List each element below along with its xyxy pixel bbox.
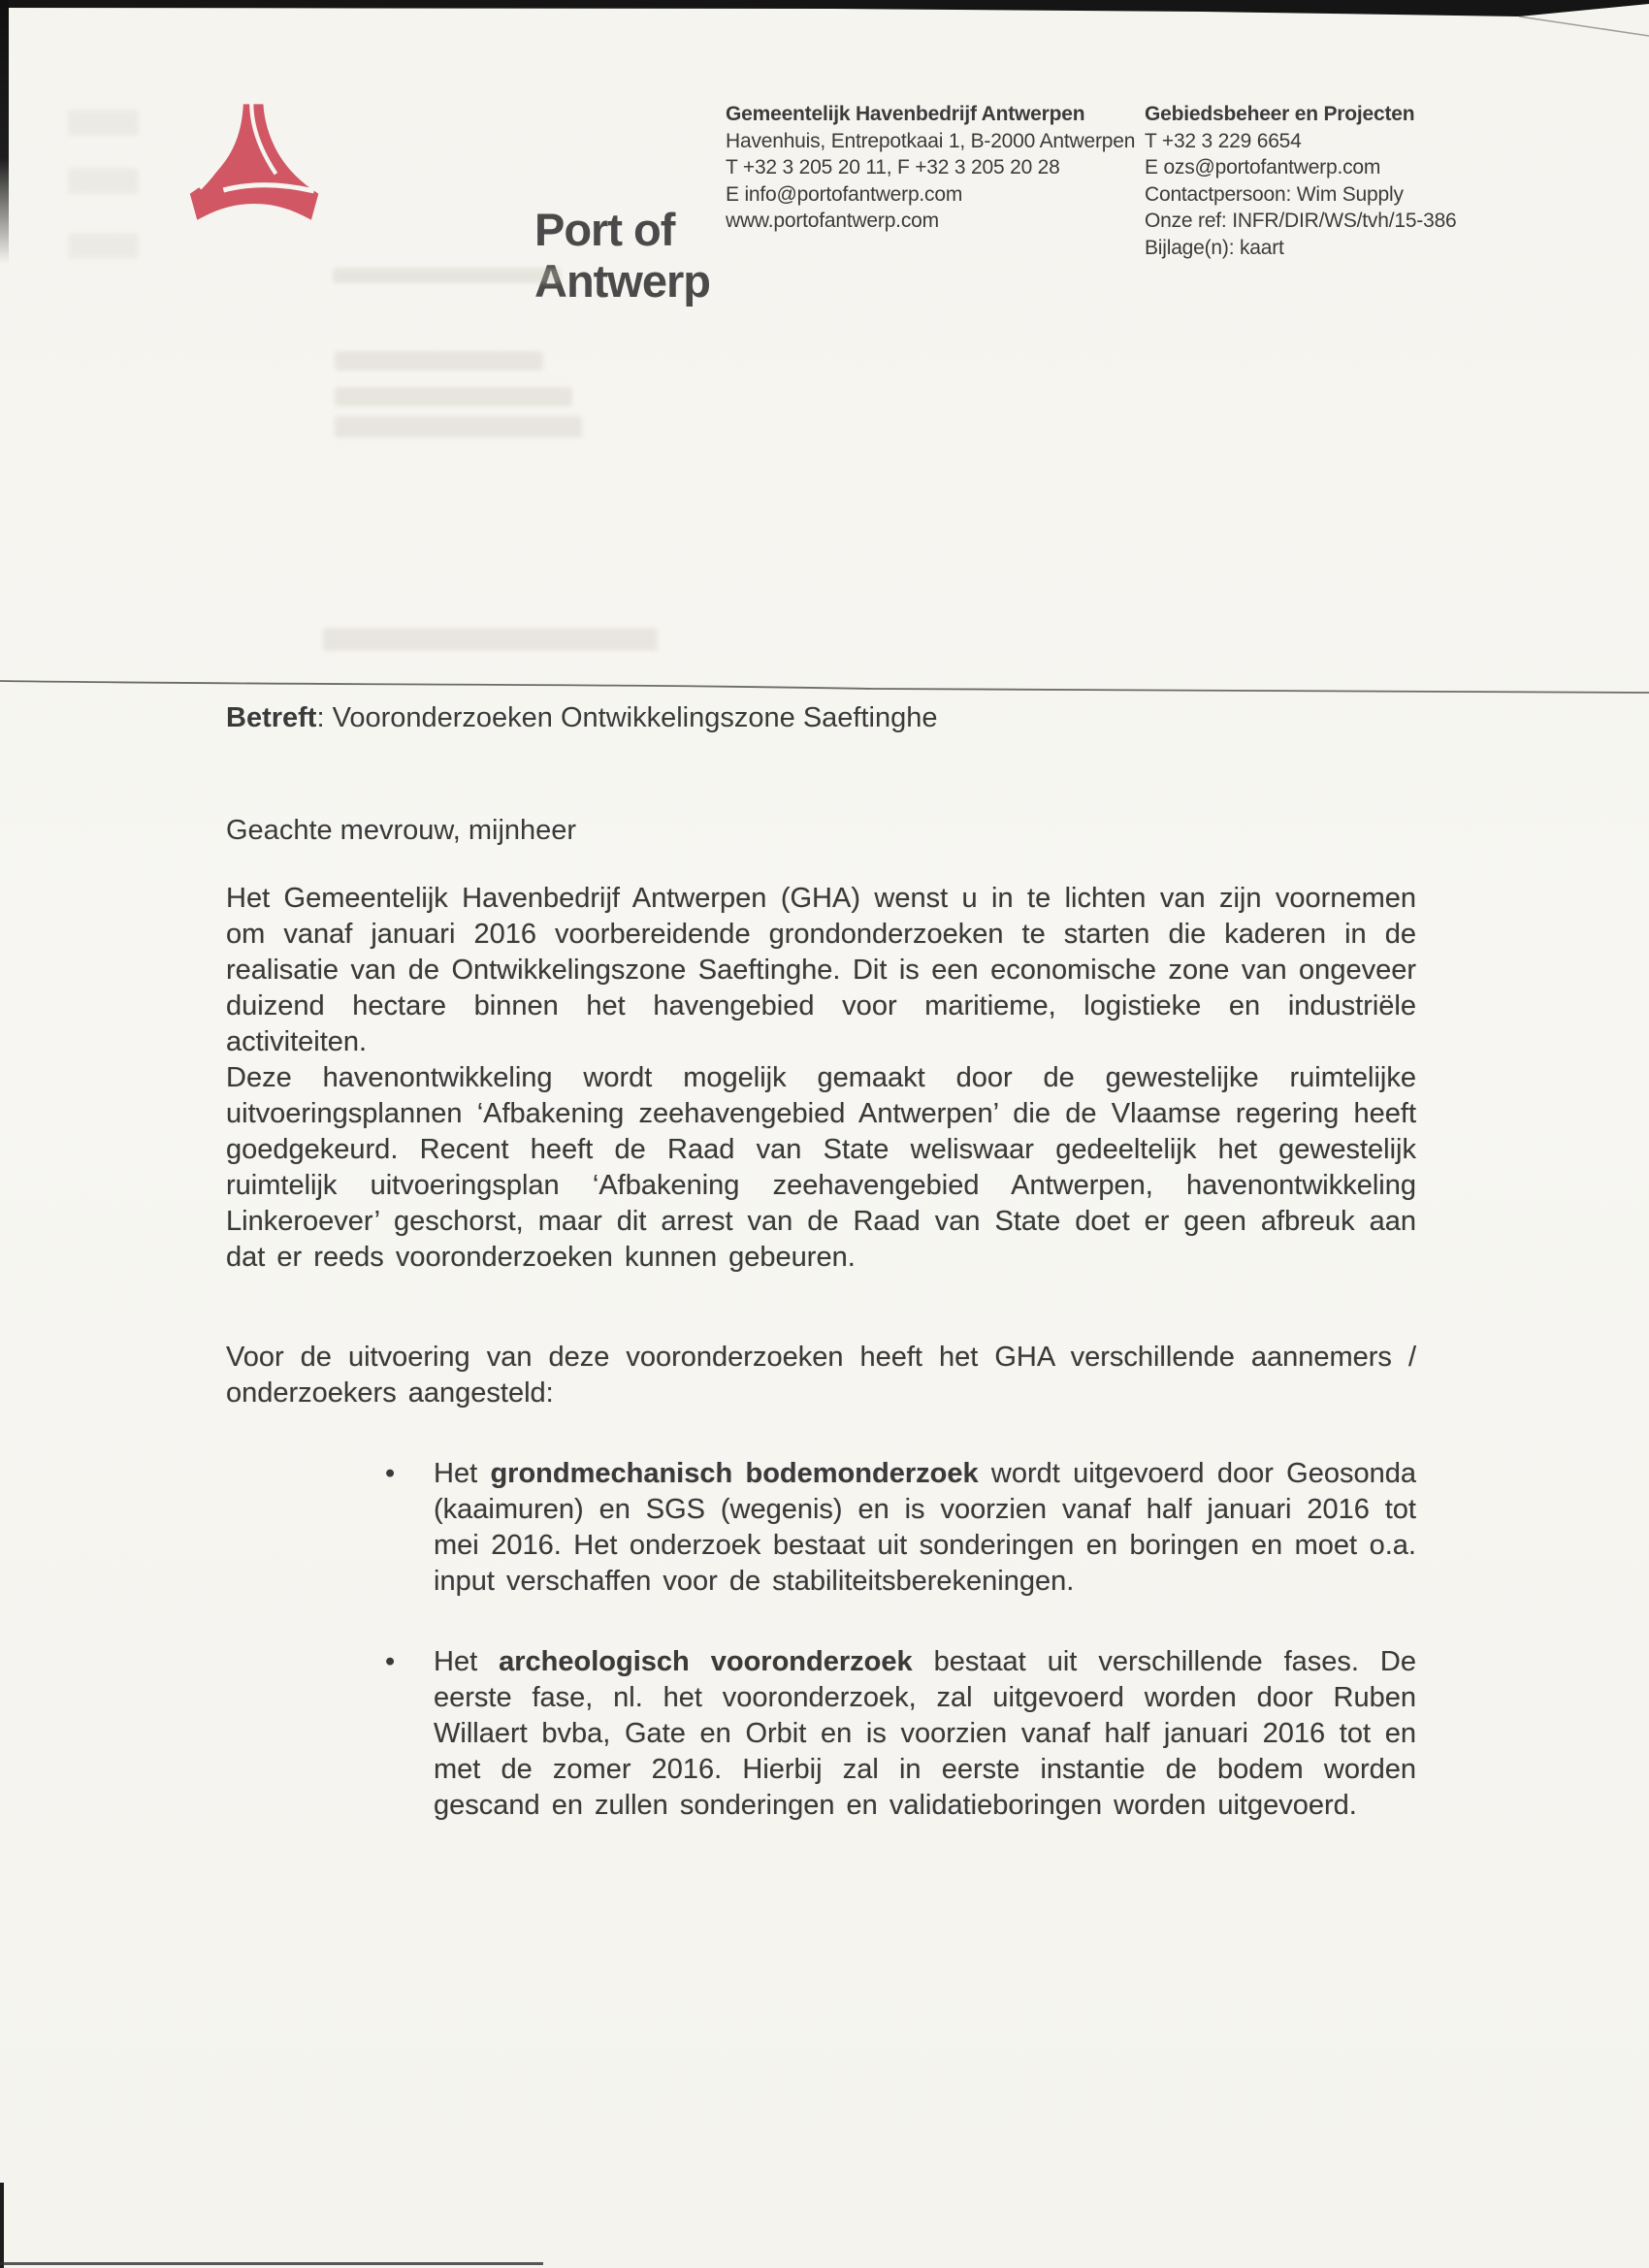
- department-name: Gebiedsbeheer en Projecten: [1145, 103, 1415, 125]
- salutation: Geachte mevrouw, mijnheer: [226, 815, 577, 846]
- paragraph-1: Het Gemeentelijk Havenbedrijf Antwerpen (GHA) wenst u in te lichten van zijn voornemen om vanaf januari 2016 voorbereidende grondonderzoeken te starten die kaderen in de realisatie van de Ontwikkelingszone Saeftinghe. Dit is een economische zone van ongeveer duizend hectare binnen het havengebied voor maritieme, logistieke en industriële activiteiten.: [226, 883, 1416, 1057]
- company-website: www.portofantwerp.com: [726, 210, 939, 232]
- department-phone: T +32 3 229 6654: [1145, 129, 1302, 152]
- scan-left-edge-artifact: [0, 0, 9, 264]
- subject-line: Betreft: Vooronderzoeken Ontwikkelingszone Saeftinghe: [226, 702, 938, 733]
- bullet-marker: •: [385, 1458, 396, 1489]
- scan-left-edge-bottom-artifact: [0, 2183, 4, 2268]
- header-company-block: [726, 101, 1135, 235]
- ghost-date-line: [323, 628, 658, 651]
- bullet-marker: •: [385, 1646, 396, 1677]
- ghost-line: [335, 387, 572, 406]
- our-reference: Onze ref: INFR/DIR/WS/tvh/15-386: [1145, 210, 1457, 232]
- bullet-text: Het archeologisch vooronderzoek bestaat uit verschillende fases. De eerste fase, nl. het vooronderzoek, zal uitgevoerd worden door Ruben Willaert bvba, Gate en Orbit en is voorzien vanaf half januari 2016 tot en met de zomer 2016. Hierbij zal in eerste instantie de bodem worden gescand en zullen sonderingen en validatieboringen worden uitgevoerd.: [434, 1646, 1417, 1821]
- company-name: Gemeentelijk Havenbedrijf Antwerpen: [726, 103, 1085, 125]
- bullet-text: Het grondmechanisch bodemonderzoek wordt uitgevoerd door Geosonda (kaaimuren) en SGS (wegenis) en is voorzien vanaf half januari 2016 tot mei 2016. Het onderzoek bestaat uit sonderingen en boringen en moet o.a. input verschaffen voor de stabiliteitsberekeningen.: [434, 1458, 1416, 1597]
- ghost-line: [333, 268, 561, 283]
- company-email: E info@portofantwerp.com: [726, 182, 963, 206]
- bullet-item-grondmechanisch: [226, 1456, 1416, 1600]
- scan-bottom-edge-artifact: [0, 2262, 543, 2265]
- logo-wordmark-line1: Port of: [534, 204, 675, 255]
- header-department-block: [1145, 101, 1457, 261]
- paragraph-3: Voor de uitvoering van deze vooronderzoeken heeft het GHA verschillende aannemers / onderzoekers aangesteld:: [226, 1342, 1416, 1409]
- scan-smudge: [68, 168, 139, 194]
- logo-mark-icon: [187, 99, 323, 227]
- attachments: Bijlage(n): kaart: [1145, 236, 1284, 259]
- ghost-line: [335, 351, 543, 371]
- scan-top-edge-artifact: [0, 0, 1649, 43]
- bullet-list: [226, 1456, 1416, 1824]
- scan-smudge: [68, 110, 139, 136]
- contact-person: Contactpersoon: Wim Supply: [1145, 182, 1404, 206]
- company-phone-fax: T +32 3 205 20 11, F +32 3 205 20 28: [726, 156, 1060, 178]
- bullet-item-archeologisch: [226, 1644, 1416, 1824]
- letter-body: [226, 881, 1416, 1824]
- fold-line: [0, 669, 1649, 700]
- company-address: Havenhuis, Entrepotkaai 1, B-2000 Antwerpen: [726, 129, 1136, 152]
- scan-smudge: [68, 233, 139, 259]
- department-email: E ozs@portofantwerp.com: [1145, 156, 1381, 178]
- port-of-antwerp-logo: [187, 97, 710, 307]
- logo-wordmark: [534, 204, 710, 307]
- ghost-line: [335, 416, 582, 437]
- paragraph-2: Deze havenontwikkeling wordt mogelijk gemaakt door de gewestelijke ruimtelijke uitvoeringsplannen ‘Afbakening zeehavengebied Antwerpen’ die de Vlaamse regering heeft goedgekeurd. Recent heeft de Raad van State weliswaar gedeeltelijk het gewestelijk ruimtelijk uitvoeringsplan ‘Afbakening zeehavengebied Antwerpen, havenontwikkeling Linkeroever’ geschorst, maar dit arrest van de Raad van State doet er geen afbreuk aan dat er reeds vooronderzoeken kunnen gebeuren.: [226, 1062, 1416, 1273]
- logo-wordmark-line2: Antwerp: [534, 255, 710, 307]
